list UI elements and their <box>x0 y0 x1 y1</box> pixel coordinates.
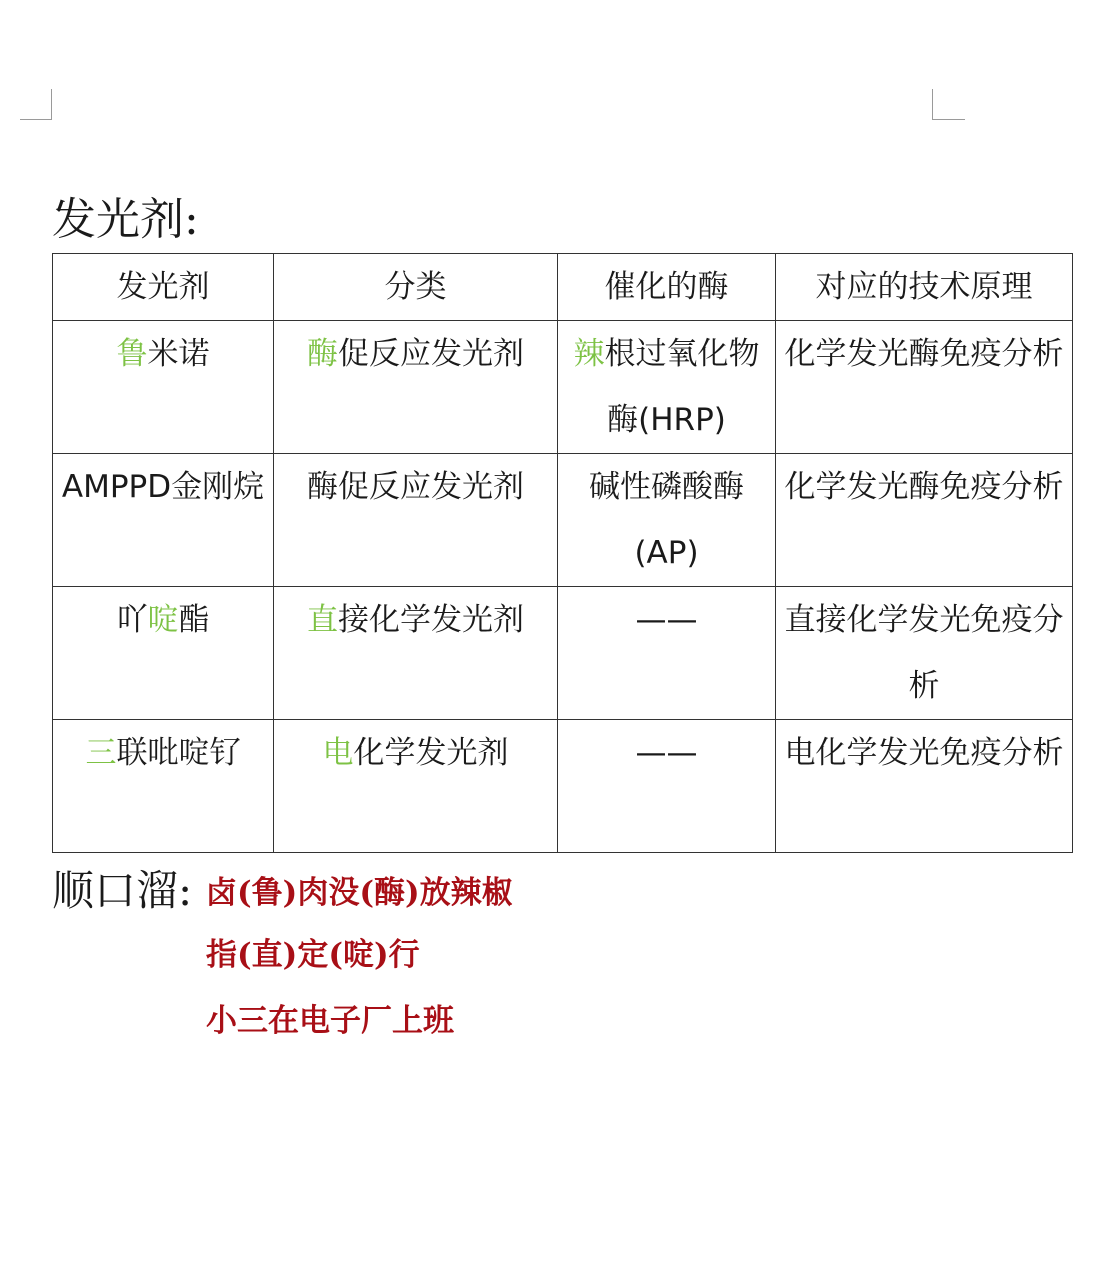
cell-category <box>274 454 558 587</box>
highlight-char: 酶 <box>307 336 338 372</box>
header-category: 分类 <box>274 254 558 321</box>
cell-category <box>274 587 558 720</box>
header-enzyme: 催化的酶 <box>558 254 776 321</box>
cell-text: —— <box>635 735 698 771</box>
mnemonic-line: 卤(鲁)肉没(酶)放辣椒 <box>206 875 513 911</box>
cell-agent <box>53 321 274 454</box>
highlight-char: 三 <box>85 735 117 771</box>
highlight-char: 辣 <box>573 336 605 372</box>
cell-text: 接化学发光剂 <box>338 602 524 638</box>
cell-enzyme <box>558 587 776 720</box>
header-principle: 对应的技术原理 <box>776 254 1073 321</box>
cell-text: —— <box>635 602 698 638</box>
cell-text: 促反应发光剂 <box>338 336 524 372</box>
cell-agent <box>53 720 274 853</box>
cell-text: 酯 <box>178 602 210 638</box>
cell-text: 碱性磷酸酶(AP) <box>589 469 744 571</box>
cell-enzyme <box>558 454 776 587</box>
highlight-char: 直 <box>307 602 338 638</box>
cell-text: AMPPD金刚烷 <box>61 469 265 505</box>
cell-agent <box>53 454 274 587</box>
cell-text: 吖 <box>116 602 148 638</box>
table-row <box>53 720 1073 853</box>
mnemonic-line: 指(直)定(啶)行 <box>206 937 420 973</box>
cell-enzyme <box>558 720 776 853</box>
cell-agent <box>53 587 274 720</box>
cell-principle: 直接化学发光免疫分析 <box>776 587 1073 720</box>
cell-text: 联吡啶钌 <box>116 735 241 771</box>
table-row <box>53 321 1073 454</box>
mnemonic-line: 小三在电子厂上班 <box>206 1003 454 1039</box>
cell-text: 根过氧化物酶(HRP) <box>604 336 760 438</box>
cell-text: 化学发光剂 <box>353 735 509 771</box>
cell-text: 米诺 <box>147 336 210 372</box>
crop-mark-top-right <box>932 89 965 120</box>
cell-principle: 化学发光酶免疫分析 <box>776 321 1073 454</box>
cell-text: 酶促反应发光剂 <box>307 469 524 505</box>
table-row <box>53 587 1073 720</box>
cell-category <box>274 720 558 853</box>
cell-principle: 电化学发光免疫分析 <box>776 720 1073 853</box>
luminescent-agent-table <box>52 253 1073 853</box>
cell-principle: 化学发光酶免疫分析 <box>776 454 1073 587</box>
section-title: 发光剂: <box>52 194 199 245</box>
highlight-char: 电 <box>322 735 354 771</box>
header-agent: 发光剂 <box>53 254 274 321</box>
table-header-row <box>53 254 1073 321</box>
highlight-char: 鲁 <box>116 336 148 372</box>
cell-enzyme <box>558 321 776 454</box>
highlight-char: 啶 <box>147 602 179 638</box>
cell-category <box>274 321 558 454</box>
table-row <box>53 454 1073 587</box>
crop-mark-top-left <box>20 89 52 120</box>
mnemonic-label: 顺口溜: <box>52 866 193 915</box>
